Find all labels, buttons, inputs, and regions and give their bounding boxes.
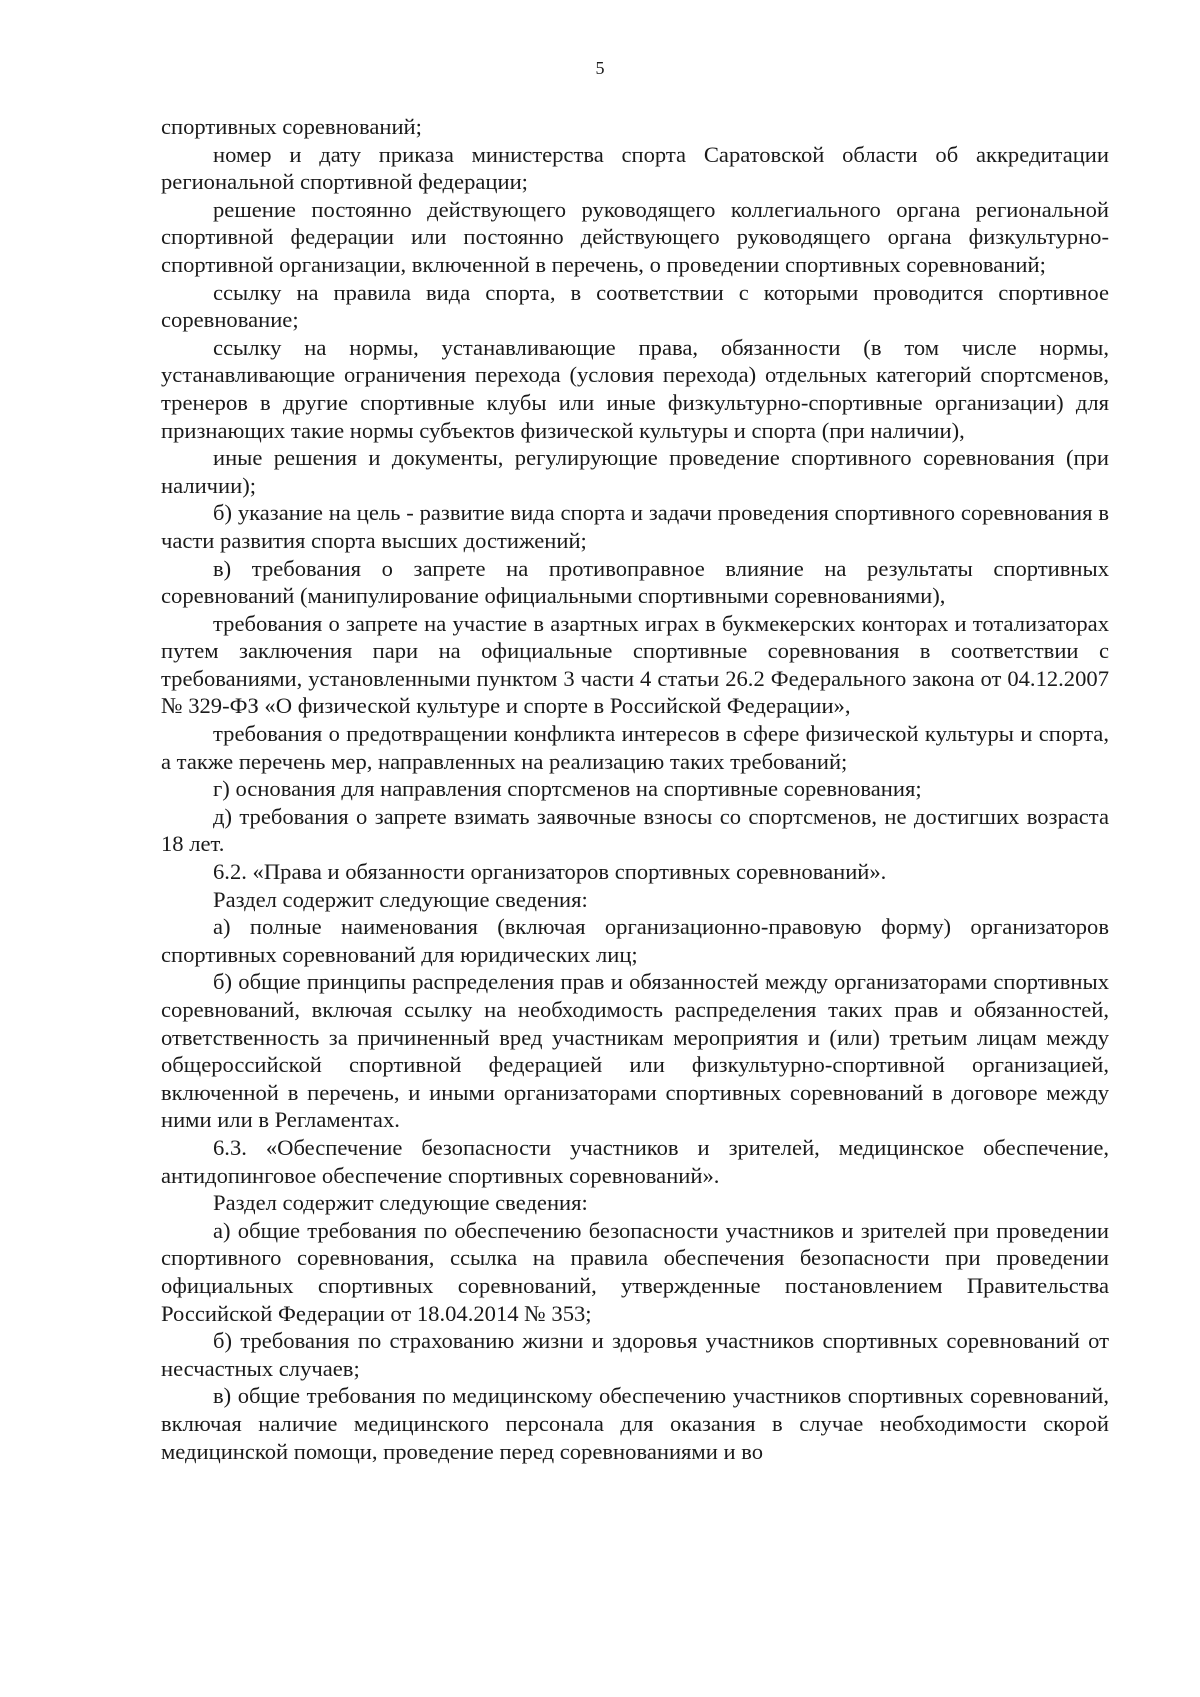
paragraph: г) основания для направления спортсменов на спортивные соревнования; xyxy=(213,776,922,802)
paragraph: ссылку на правила вида спорта, в соответствии с которыми проводится спортивное соревнование; xyxy=(161,279,1109,333)
paragraph: а) общие требования по обеспечению безопасности участников и зрителей при проведении спортивного соревнования, ссылка на правила обеспечения безопасности при проведении официальных спортивных соревнований, утвержденные постановлением Правительства Российской Федерации от 18.04.2014 № 353; xyxy=(161,1217,1109,1326)
paragraph: номер и дату приказа министерства спорта Саратовской области об аккредитации региональной спортивной федерации; xyxy=(161,141,1109,195)
paragraph: д) требования о запрете взимать заявочные взносы со спортсменов, не достигших возраста 18 лет. xyxy=(161,803,1109,857)
paragraph: 6.2. «Права и обязанности организаторов спортивных соревнований». xyxy=(213,859,887,885)
paragraph: в) требования о запрете на противоправное влияние на результаты спортивных соревнований (манипулирование официальными спортивными соревнованиями), xyxy=(161,555,1109,609)
paragraph: Раздел содержит следующие сведения: xyxy=(213,1190,588,1216)
paragraph: б) указание на цель - развитие вида спорта и задачи проведения спортивного соревнования в части развития спорта высших достижений; xyxy=(161,500,1109,553)
paragraph: требования о предотвращении конфликта интересов в сфере физической культуры и спорта, а также перечень мер, направленных на реализацию таких требований; xyxy=(161,721,1109,774)
paragraph: б) общие принципы распределения прав и обязанностей между организаторами спортивных соревнований, включая ссылку на необходимость распределения таких прав и обязанностей, ответственность за причиненный вред участникам мероприятия и (или) третьим лицам между общероссийской спортивной федерацией или физкультурно-спортивной организацией, включенной в перечень, и иными организаторами спортивных соревнований в договоре между ними или в Регламентах. xyxy=(161,969,1109,1133)
paragraph: б) требования по страхованию жизни и здоровья участников спортивных соревнований от несчастных случаев; xyxy=(161,1328,1109,1381)
paragraph: иные решения и документы, регулирующие проведение спортивного соревнования (при наличии); xyxy=(161,445,1109,498)
document-body xyxy=(161,113,1109,1465)
paragraph: требования о запрете на участие в азартных играх в букмекерских конторах и тотализаторах путем заключения пари на официальные спортивные соревнования в соответствии с требованиями, установленными пунктом 3 части 4 статьи 26.2 Федерального закона от 04.12.2007 № 329-ФЗ «О физической культуре и спорте в Российской Федерации», xyxy=(161,610,1109,719)
page-number: 5 xyxy=(595,58,605,78)
paragraph: ссылку на нормы, устанавливающие права, обязанности (в том числе нормы, устанавливающие ограничения перехода (условия перехода) отдельных категорий спортсменов, тренеров в другие спортивные клубы или иные физкультурно-спортивные организации) для признающих такие нормы субъектов физической культуры и спорта (при наличии), xyxy=(161,334,1109,443)
paragraph: 6.3. «Обеспечение безопасности участников и зрителей, медицинское обеспечение, антидопинговое обеспечение спортивных соревнований». xyxy=(161,1134,1109,1188)
paragraph: спортивных соревнований; xyxy=(161,114,422,139)
paragraph: Раздел содержит следующие сведения: xyxy=(213,886,588,912)
paragraph: решение постоянно действующего руководящего коллегиального органа региональной спортивной федерации или постоянно действующего руководящего органа физкультурно-спортивной организации, включенной в перечень, о проведении спортивных соревнований; xyxy=(161,196,1109,277)
paragraph: в) общие требования по медицинскому обеспечению участников спортивных соревнований, включая наличие медицинского персонала для оказания в случае необходимости скорой медицинской помощи, проведение перед соревнованиями и во xyxy=(161,1383,1109,1464)
paragraph: а) полные наименования (включая организационно-правовую форму) организаторов спортивных соревнований для юридических лиц; xyxy=(161,914,1109,967)
